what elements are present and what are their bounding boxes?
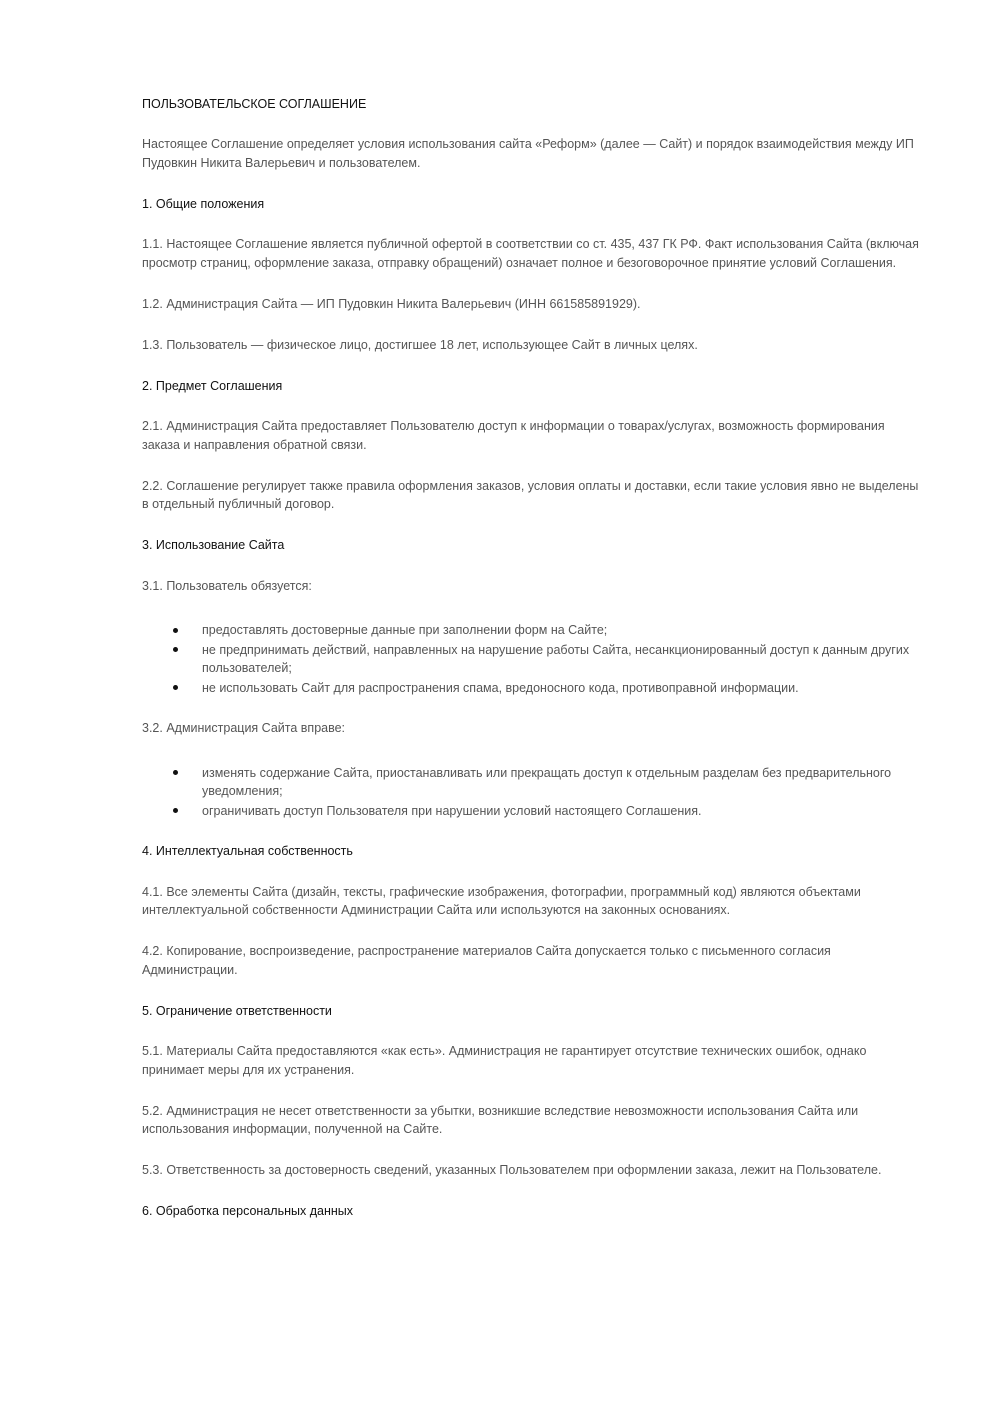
list-item-text: предоставлять достоверные данные при заполнении форм на Сайте;	[202, 623, 608, 637]
list-item-text: изменять содержание Сайта, приостанавливать или прекращать доступ к отдельным разделам без предварительного уведомления;	[202, 765, 892, 798]
rights-list	[142, 764, 922, 821]
list-item-text: не предпринимать действий, направленных на нарушение работы Сайта, несанкционированный доступ к данным других пользователей;	[202, 642, 910, 675]
list-item	[142, 802, 922, 821]
bullet-icon	[173, 808, 178, 813]
list-item-text: не использовать Сайт для распространения спама, вредоносного кода, противоправной информации.	[202, 680, 799, 695]
paragraph-1-1: 1.1. Настоящее Соглашение является публичной офертой в соответствии со ст. 435, 437 ГК РФ. Факт использования Сайта (включая просмотр страниц, оформление заказа, отправку обращений) означает полное и безоговорочное принятие условий Соглашения.	[142, 237, 919, 270]
list-item	[142, 621, 922, 640]
bullet-icon	[173, 647, 178, 652]
paragraph-1-3: 1.3. Пользователь — физическое лицо, достигшее 18 лет, использующее Сайт в личных целях.	[142, 337, 698, 352]
section-1-heading: 1. Общие положения	[142, 196, 265, 211]
list-item	[142, 764, 922, 801]
bullet-icon	[173, 685, 178, 690]
section-4-heading: 4. Интеллектуальная собственность	[142, 844, 353, 858]
paragraph-4-1: 4.1. Все элементы Сайта (дизайн, тексты, графические изображения, фотографии, программный код) являются объектами интеллектуальной собственности Администрации Сайта или используются на законных основаниях.	[142, 884, 861, 917]
bullet-icon	[173, 770, 178, 775]
section-2-heading: 2. Предмет Соглашения	[142, 378, 283, 393]
paragraph-5-2: 5.2. Администрация не несет ответственности за убытки, возникшие вследствие невозможности использования Сайта или использования информации, полученной на Сайте.	[142, 1103, 859, 1136]
paragraph-5-3: 5.3. Ответственность за достоверность сведений, указанных Пользователем при оформлении заказа, лежит на Пользователе.	[142, 1163, 882, 1177]
document-page	[142, 95, 922, 1243]
document-title: ПОЛЬЗОВАТЕЛЬСКОЕ СОГЛАШЕНИЕ	[142, 97, 367, 111]
paragraph-5-1: 5.1. Материалы Сайта предоставляются «как есть». Администрация не гарантирует отсутствие технических ошибок, однако принимает меры для их устранения.	[142, 1044, 867, 1077]
paragraph-2-1: 2.1. Администрация Сайта предоставляет Пользователю доступ к информации о товарах/услугах, возможность формирования заказа и направления обратной связи.	[142, 419, 885, 452]
list-item	[142, 641, 922, 678]
section-6-heading: 6. Обработка персональных данных	[142, 1204, 353, 1218]
paragraph-4-2: 4.2. Копирование, воспроизведение, распространение материалов Сайта допускается только с письменного согласия Администрации.	[142, 944, 831, 977]
list-item	[142, 679, 922, 698]
list-item-text: ограничивать доступ Пользователя при нарушении условий настоящего Соглашения.	[202, 803, 702, 818]
paragraph-2-2: 2.2. Соглашение регулирует также правила оформления заказов, условия оплаты и доставки, если такие условия явно не выделены в отдельный публичный договор.	[142, 478, 919, 511]
paragraph-3-2: 3.2. Администрация Сайта вправе:	[142, 721, 346, 735]
section-5-heading: 5. Ограничение ответственности	[142, 1003, 332, 1018]
bullet-icon	[173, 628, 178, 633]
paragraph-1-2: 1.2. Администрация Сайта — ИП Пудовкин Никита Валерьевич (ИНН 661585891929).	[142, 296, 641, 311]
intro-paragraph: Настоящее Соглашение определяет условия использования сайта «Реформ» (далее — Сайт) и порядок взаимодействия между ИП Пудовкин Никита Валерьевич и пользователем.	[142, 137, 914, 170]
paragraph-3-1: 3.1. Пользователь обязуется:	[142, 578, 312, 593]
obligations-list	[142, 621, 922, 697]
section-3-heading: 3. Использование Сайта	[142, 538, 285, 552]
